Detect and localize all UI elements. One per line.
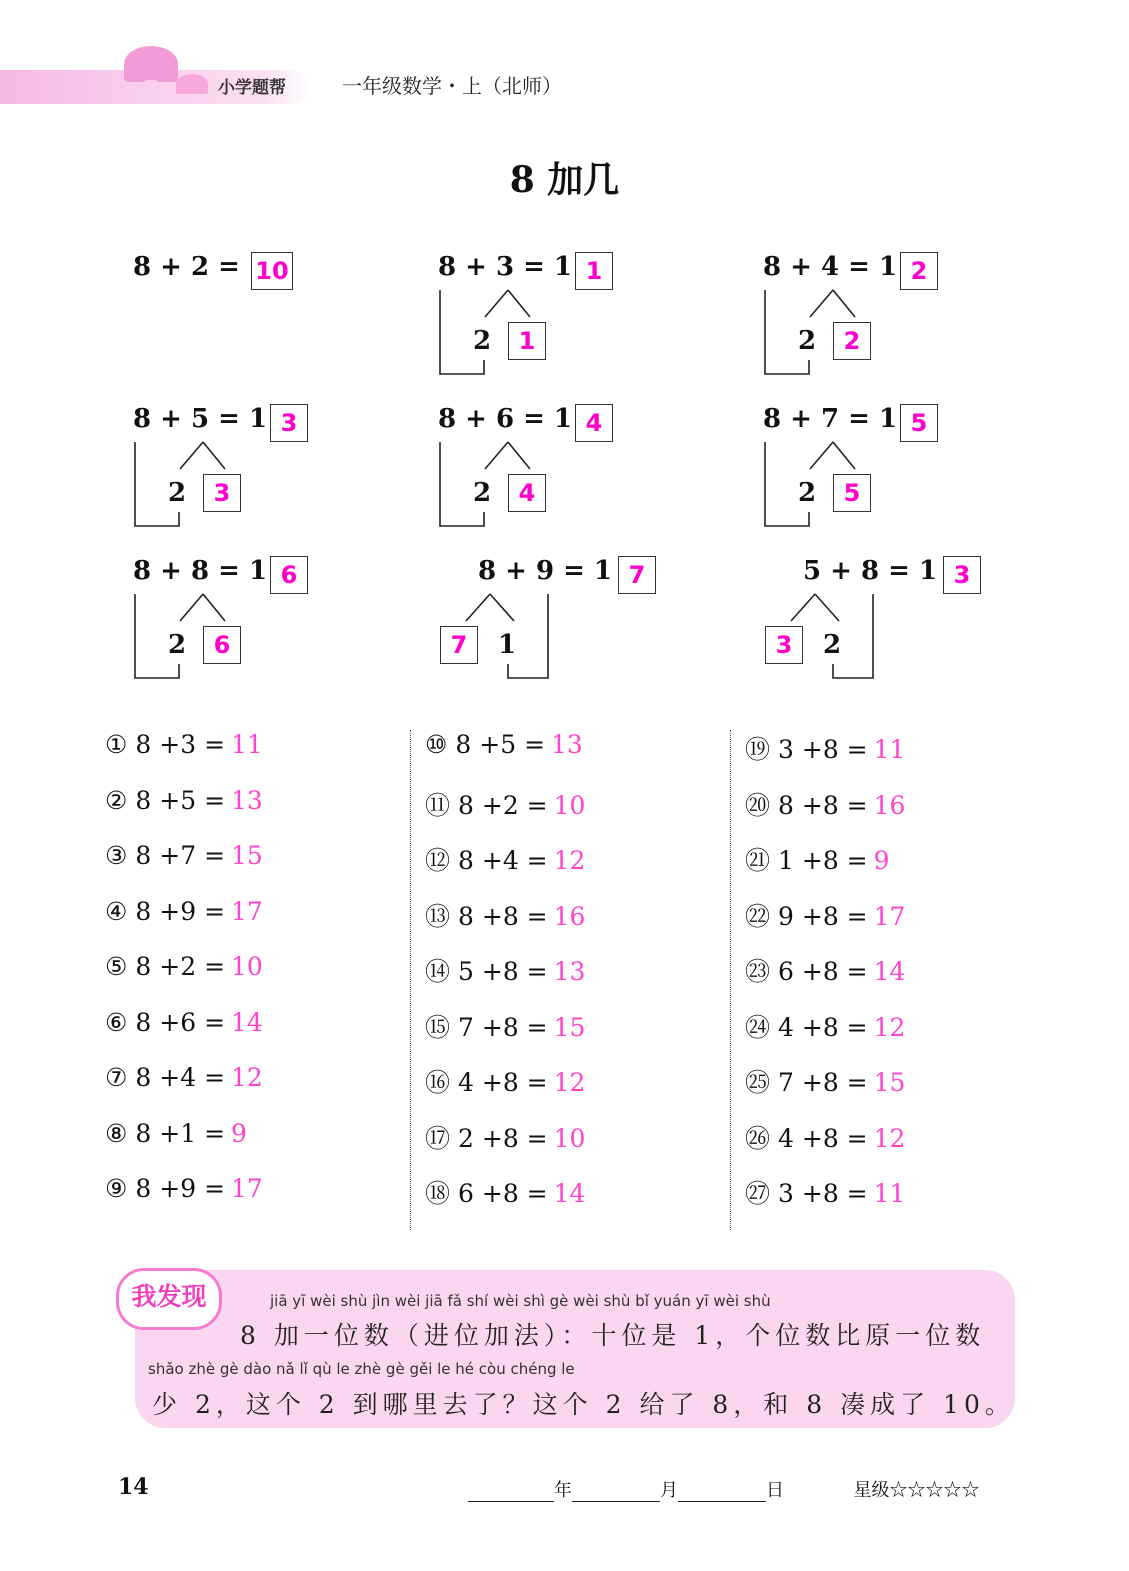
- split-lines: [478, 556, 678, 696]
- answer-box[interactable]: 7: [618, 556, 656, 594]
- exercise-question: 4 +8 =: [778, 1012, 868, 1042]
- split-number: 2: [473, 326, 492, 356]
- month-label: 月: [660, 1480, 678, 1501]
- exercise-number: ㉑: [745, 846, 771, 875]
- exercise-answer[interactable]: 11: [231, 730, 263, 759]
- date-stars-line: [468, 1476, 979, 1502]
- answer-box[interactable]: 4: [575, 404, 613, 442]
- exercise-number: ㉕: [745, 1068, 771, 1097]
- exercise-number: ㉖: [745, 1123, 771, 1153]
- diagram-3: [763, 252, 1003, 392]
- diagram-equation: 8 + 5 = 1: [133, 404, 268, 434]
- exercise-question: 8 +3 =: [135, 730, 226, 759]
- exercise-question: 7 +8 =: [458, 1012, 548, 1042]
- exercise-row: [105, 1063, 405, 1119]
- diagram-equation: 5 + 8 = 1: [803, 556, 938, 586]
- exercise-number: ⑥: [105, 1007, 128, 1037]
- exercise-row: [745, 1063, 1045, 1119]
- star-rating[interactable]: 星级☆☆☆☆☆: [853, 1480, 980, 1501]
- exercise-row: [745, 786, 1045, 842]
- exercise-number: ⑯: [425, 1068, 451, 1097]
- diagram-5: [438, 404, 678, 544]
- exercise-number: ②: [105, 785, 128, 815]
- exercise-answer[interactable]: 12: [553, 846, 586, 875]
- split-number: 2: [473, 478, 492, 508]
- exercise-row: [425, 730, 725, 786]
- month-blank[interactable]: [572, 1483, 660, 1502]
- discovery-line-2: 少 2，这个 2 到哪里去了？这个 2 给了 8，和 8 凑成了 10。: [152, 1390, 1015, 1419]
- exercise-question: 8 +8 =: [458, 901, 548, 931]
- exercise-answer[interactable]: 14: [231, 1007, 263, 1037]
- exercise-answer[interactable]: 14: [873, 957, 906, 986]
- pinyin-line-1: jiā yī wèi shù jìn wèi jiā fǎ shí wèi shì gè wèi shù bǐ yuán yī wèi shù: [270, 1292, 771, 1310]
- split-number: 2: [168, 630, 187, 660]
- exercise-question: 3 +8 =: [778, 735, 868, 764]
- discovery-tag: 我发现: [116, 1268, 222, 1330]
- diagram-equation: 8 + 8 = 1: [133, 556, 268, 586]
- exercise-question: 4 +8 =: [458, 1068, 548, 1097]
- split-box[interactable]: 6: [203, 626, 241, 664]
- exercise-number: ⑩: [425, 730, 448, 759]
- exercise-answer[interactable]: 12: [873, 1123, 906, 1153]
- exercise-row: [745, 841, 1045, 897]
- mushroom-small-icon: [176, 74, 208, 94]
- diagram-9: [775, 556, 1043, 696]
- exercise-question: 8 +5 =: [455, 730, 546, 759]
- exercise-answer[interactable]: 13: [551, 730, 583, 759]
- exercise-question: 9 +8 =: [778, 901, 868, 931]
- pinyin-line-2: shǎo zhè gè dào nǎ lǐ qù le zhè gè gěi le hé còu chéng le: [148, 1360, 575, 1378]
- exercise-question: 8 +1 =: [135, 1118, 226, 1148]
- exercise-number: ⑮: [425, 1012, 451, 1042]
- split-box[interactable]: 3: [765, 626, 803, 664]
- exercise-question: 7 +8 =: [778, 1068, 868, 1097]
- exercise-question: 8 +9 =: [135, 896, 226, 926]
- exercise-answer[interactable]: 12: [231, 1063, 263, 1092]
- exercise-row: [745, 897, 1045, 953]
- diagram-6: [763, 404, 1003, 544]
- diagram-equation: 8 + 2 =: [133, 252, 240, 282]
- exercise-row: [425, 897, 725, 953]
- diagram-equation: 8 + 9 = 1: [478, 556, 613, 586]
- exercise-answer[interactable]: 14: [553, 1179, 586, 1208]
- exercise-question: 8 +9 =: [135, 1174, 226, 1203]
- diagram-2: [438, 252, 678, 392]
- exercise-question: 6 +8 =: [778, 957, 868, 986]
- exercise-answer[interactable]: 15: [873, 1068, 906, 1097]
- diagram-8: [450, 556, 718, 696]
- split-number: 1: [498, 630, 517, 660]
- split-box[interactable]: 1: [508, 322, 546, 360]
- exercise-answer[interactable]: 16: [873, 790, 906, 820]
- answer-box[interactable]: 5: [900, 404, 938, 442]
- exercise-row: [425, 952, 725, 1008]
- exercise-answer[interactable]: 10: [231, 952, 263, 981]
- exercise-answer[interactable]: 13: [231, 785, 263, 815]
- header-brand: 小学题帮: [218, 78, 286, 98]
- exercise-answer[interactable]: 12: [873, 1012, 906, 1042]
- exercise-row: [105, 786, 405, 842]
- diagram-1: [133, 252, 373, 392]
- exercise-question: 8 +8 =: [778, 790, 868, 820]
- exercise-row: [425, 786, 725, 842]
- exercise-row: [105, 897, 405, 953]
- exercise-row: [105, 952, 405, 1008]
- exercise-row: [105, 1008, 405, 1064]
- exercise-question: 8 +6 =: [135, 1007, 226, 1037]
- split-box[interactable]: 3: [203, 474, 241, 512]
- exercise-number: ⑪: [425, 790, 451, 820]
- diagram-7: [133, 556, 373, 696]
- split-number: 2: [798, 326, 817, 356]
- exercise-answer[interactable]: 9: [873, 846, 890, 875]
- answer-box[interactable]: 3: [270, 404, 308, 442]
- exercise-row: [745, 1174, 1045, 1230]
- exercise-number: ⑫: [425, 846, 451, 875]
- column-separator: [410, 730, 411, 1230]
- page-number: 14: [118, 1474, 149, 1500]
- exercise-answer[interactable]: 17: [231, 1174, 263, 1203]
- year-label: 年: [554, 1480, 572, 1501]
- diagram-equation: 8 + 3 = 1: [438, 252, 573, 282]
- exercise-number: ⑭: [425, 957, 451, 986]
- exercise-answer[interactable]: 10: [553, 1123, 586, 1153]
- answer-box[interactable]: 1: [575, 252, 613, 290]
- exercise-answer[interactable]: 12: [553, 1068, 586, 1097]
- split-box[interactable]: 7: [440, 626, 478, 664]
- exercise-number: ㉔: [745, 1012, 771, 1042]
- mushroom-stem-icon: [142, 80, 160, 104]
- exercise-number: ㉗: [745, 1179, 771, 1208]
- mushroom-icon: [124, 46, 178, 82]
- exercise-question: 8 +4 =: [135, 1063, 226, 1092]
- exercise-answer[interactable]: 10: [553, 790, 586, 820]
- exercise-number: ⑨: [105, 1174, 128, 1203]
- exercise-row: [105, 1174, 405, 1230]
- answer-box[interactable]: 3: [943, 556, 981, 594]
- exercise-row: [745, 1119, 1045, 1175]
- exercise-number: ㉓: [745, 957, 771, 986]
- exercise-row: [425, 1063, 725, 1119]
- exercise-question: 4 +8 =: [778, 1123, 868, 1153]
- exercise-number: ④: [105, 896, 128, 926]
- exercise-answer[interactable]: 13: [553, 957, 586, 986]
- exercise-question: 8 +7 =: [135, 841, 226, 870]
- exercise-row: [425, 1008, 725, 1064]
- exercise-number: ①: [105, 730, 128, 759]
- exercise-question: 5 +8 =: [458, 957, 548, 986]
- split-box[interactable]: 2: [833, 322, 871, 360]
- header-book-title: 一年级数学・上（北师）: [342, 74, 562, 98]
- exercise-number: ③: [105, 841, 128, 870]
- exercise-question: 3 +8 =: [778, 1179, 868, 1208]
- exercise-row: [745, 952, 1045, 1008]
- split-box[interactable]: 5: [833, 474, 871, 512]
- split-number: 2: [798, 478, 817, 508]
- exercise-column: [745, 730, 1045, 1230]
- exercise-number: ⑲: [745, 735, 771, 764]
- day-blank[interactable]: [678, 1483, 766, 1502]
- exercise-column: [105, 730, 405, 1230]
- exercise-number: ㉒: [745, 901, 771, 931]
- exercise-answer[interactable]: 15: [231, 841, 263, 870]
- page-title: 8 加几: [509, 159, 620, 201]
- exercise-answer[interactable]: 15: [553, 1012, 586, 1042]
- exercise-number: ⑳: [745, 790, 771, 820]
- exercise-number: ⑦: [105, 1063, 128, 1092]
- column-separator: [730, 730, 731, 1230]
- discovery-line-1: 8 加一位数（进位加法）：十位是 1，个位数比原一位数: [240, 1321, 986, 1350]
- exercise-answer[interactable]: 11: [873, 1179, 906, 1208]
- diagram-equation: 8 + 6 = 1: [438, 404, 573, 434]
- exercise-row: [105, 841, 405, 897]
- diagram-equation: 8 + 7 = 1: [763, 404, 898, 434]
- exercise-question: 8 +4 =: [458, 846, 548, 875]
- exercise-number: ⑱: [425, 1179, 451, 1208]
- exercise-row: [745, 730, 1045, 786]
- exercise-question: 8 +5 =: [135, 785, 226, 815]
- split-lines: [803, 556, 1003, 696]
- split-number: 2: [168, 478, 187, 508]
- exercise-question: 2 +8 =: [458, 1123, 548, 1153]
- exercise-question: 8 +2 =: [135, 952, 226, 981]
- answer-box[interactable]: 2: [900, 252, 938, 290]
- exercise-column: [425, 730, 725, 1230]
- exercise-row: [425, 1174, 725, 1230]
- exercise-number: ⑤: [105, 952, 128, 981]
- exercise-answer[interactable]: 17: [873, 901, 906, 931]
- day-label: 日: [766, 1480, 784, 1501]
- exercise-row: [745, 1008, 1045, 1064]
- exercise-number: ⑬: [425, 901, 451, 931]
- year-blank[interactable]: [468, 1483, 554, 1502]
- diagram-4: [133, 404, 373, 544]
- answer-box[interactable]: 10: [251, 252, 293, 290]
- exercise-question: 8 +2 =: [458, 790, 548, 820]
- exercise-question: 1 +8 =: [778, 846, 868, 875]
- split-box[interactable]: 4: [508, 474, 546, 512]
- exercise-row: [425, 841, 725, 897]
- exercise-answer[interactable]: 9: [231, 1118, 247, 1148]
- exercise-row: [105, 730, 405, 786]
- exercise-row: [425, 1119, 725, 1175]
- exercise-answer[interactable]: 16: [553, 901, 586, 931]
- exercise-answer[interactable]: 11: [873, 735, 906, 764]
- exercise-question: 6 +8 =: [458, 1179, 548, 1208]
- diagram-equation: 8 + 4 = 1: [763, 252, 898, 282]
- exercise-number: ⑰: [425, 1123, 451, 1153]
- exercise-number: ⑧: [105, 1118, 128, 1148]
- answer-box[interactable]: 6: [270, 556, 308, 594]
- exercise-row: [105, 1119, 405, 1175]
- split-number: 2: [823, 630, 842, 660]
- exercise-answer[interactable]: 17: [231, 896, 263, 926]
